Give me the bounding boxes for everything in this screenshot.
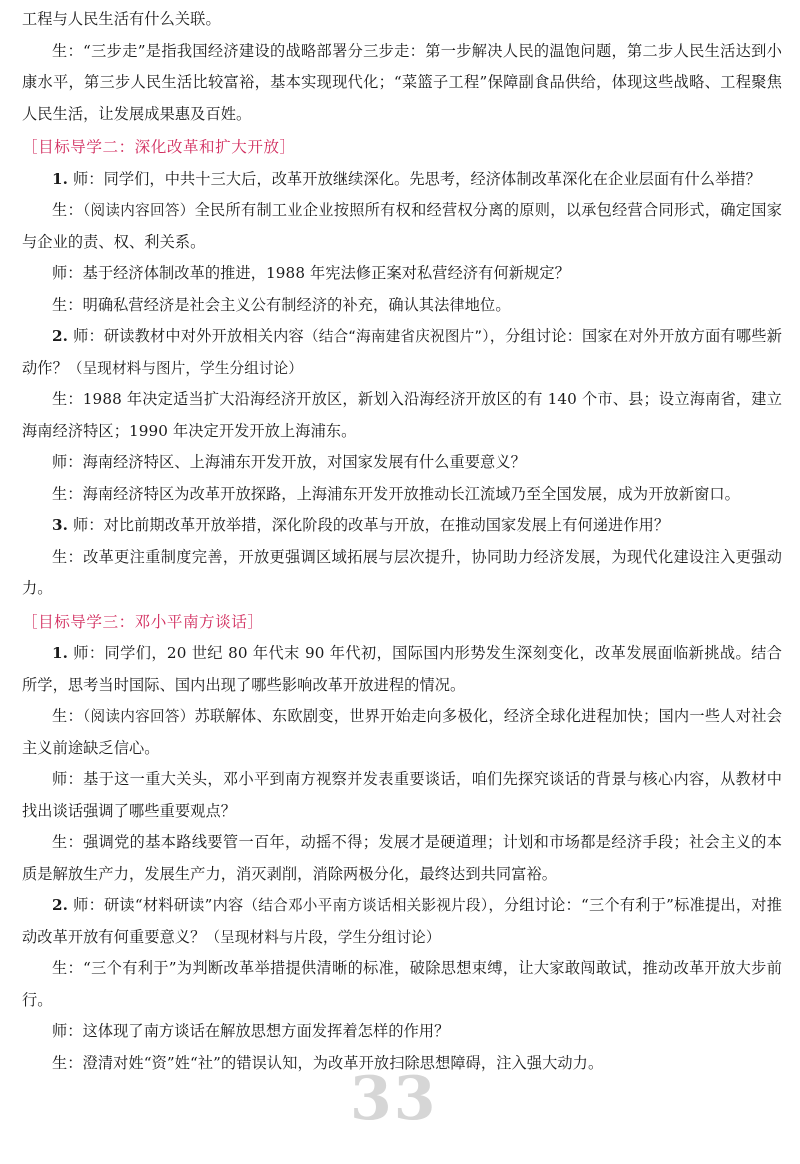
paragraph xyxy=(22,447,782,479)
text-run: 生：“三步走”是指我国经济建设的战略部署分三步走：第一步解决人民的温饱问题，第二步人民生活达到小康水平，第三步人民生活比较富裕，基本实现现代化；“菜篮子工程”保障副食品供给，体现这些战略、工程聚焦人民生活，让发展成果惠及百姓。 xyxy=(22,41,782,123)
text-run: 师：基于经济体制改革的推进，1988 年宪法修正案对私营经济有何新规定？ xyxy=(52,264,570,282)
paragraph xyxy=(22,953,782,1016)
paragraph xyxy=(22,290,782,322)
annotation-text: （结合邓小平南方谈话相关影视片段） xyxy=(243,897,489,914)
paragraph xyxy=(22,384,782,447)
text-run: 师：同学们，中共十三大后，改革开放继续深化。先思考，经济体制改革深化在企业层面有什么举措？ xyxy=(68,169,761,188)
annotation-text: （呈现材料与片段，学生分组讨论） xyxy=(205,928,441,946)
item-number: 2. xyxy=(52,896,69,914)
paragraph xyxy=(22,890,782,953)
item-number: 1. xyxy=(52,644,69,662)
text-run: 生：1988 年决定适当扩大沿海经济开放区，新划入沿海经济开放区的有 140 个市、县；设立海南省，建立海南经济特区；1990 年决定开发开放上海浦东。 xyxy=(22,390,782,440)
text-run: 师：同学们，20 世纪 80 年代末 90 年代初，国际国内形势发生深刻变化，改革发展面临新挑战。结合所学，思考当时国际、国内出现了哪些影响改革开放进程的情况。 xyxy=(22,644,782,694)
paragraph xyxy=(22,510,782,542)
annotation-text: （呈现材料与图片，学生分组讨论） xyxy=(67,359,303,377)
paragraph xyxy=(22,258,782,290)
paragraph xyxy=(22,827,782,890)
text-run: 工程与人民生活有什么关联。 xyxy=(22,10,221,28)
section-heading: ［目标导学三：邓小平南方谈话］ xyxy=(22,612,264,631)
paragraph xyxy=(22,701,782,764)
section-heading: ［目标导学二：深化改革和扩大开放］ xyxy=(22,138,296,156)
page-number: 33 xyxy=(350,1064,438,1134)
annotation-text: （结合“海南建省庆祝图片”） xyxy=(303,328,490,345)
text-run: 生：海南经济特区为改革开放探路，上海浦东开发开放推动长江流域乃至全国发展，成为开放新窗口。 xyxy=(52,484,740,503)
text-run: 师：研读教材中对外开放相关内容 xyxy=(68,327,304,345)
text-run: 苏联解体、东欧剧变，世界开始走向多极化，经济全球化进程加快；国内一些人对社会主义前途缺乏信心。 xyxy=(22,707,782,757)
paragraph xyxy=(22,638,782,701)
paragraph xyxy=(22,164,782,196)
text-run: 师：海南经济特区、上海浦东开发开放，对国家发展有什么重要意义？ xyxy=(52,453,526,471)
paragraph xyxy=(22,764,782,827)
item-number: 2. xyxy=(52,327,69,345)
annotation-text: （阅读内容回答） xyxy=(82,708,195,725)
paragraph xyxy=(22,1016,782,1048)
text-run: 生：“三个有利于”为判断改革举措提供清晰的标准，破除思想束缚，让大家敢闯敢试，推动改革开放大步前行。 xyxy=(22,959,782,1009)
text-run: 师：基于这一重大关头，邓小平到南方视察并发表重要谈话，咱们先探究谈话的背景与核心内容，从教材中找出谈话强调了哪些重要观点？ xyxy=(22,770,782,820)
text-run: 全民所有制工业企业按照所有权和经营权分离的原则，以承包经营合同形式，确定国家与企业的责、权、利关系。 xyxy=(22,201,782,251)
text-run: 生： xyxy=(52,201,83,219)
paragraph xyxy=(22,1048,782,1080)
text-run: 生：强调党的基本路线要管一百年，动摇不得；发展才是硬道理；计划和市场都是经济手段；社会主义的本质是解放生产力，发展生产力，消灭剥削，消除两极分化，最终达到共同富裕。 xyxy=(22,833,782,883)
paragraph xyxy=(22,321,782,384)
paragraph xyxy=(22,36,782,131)
text-run: 师：这体现了南方谈话在解放思想方面发挥着怎样的作用？ xyxy=(52,1022,450,1040)
annotation-text: （阅读内容回答） xyxy=(82,202,195,219)
text-run: ，分组讨论：国家在对外开放方面有哪些新动作？ xyxy=(22,327,782,377)
paragraph xyxy=(22,542,782,605)
text-run: 生：明确私营经济是社会主义公有制经济的补充，确认其法律地位。 xyxy=(52,295,511,314)
text-run: 生： xyxy=(52,707,83,725)
text-run: 生：改革更注重制度完善，开放更强调区域拓展与层次提升，协同助力经济发展，为现代化建设注入更强动力。 xyxy=(22,547,782,597)
paragraph xyxy=(22,195,782,258)
paragraph xyxy=(22,479,782,511)
text-run: 师：研读“材料研读”内容 xyxy=(68,896,244,914)
text-run: 生：澄清对姓“资”姓“社”的错误认知，为改革开放扫除思想障碍，注入强大动力。 xyxy=(52,1053,604,1072)
item-number: 1. xyxy=(52,169,69,188)
paragraph xyxy=(22,4,782,36)
item-number: 3. xyxy=(52,516,69,534)
page-content xyxy=(22,4,782,1079)
text-run: ，分组讨论：“三个有利于”标准提出，对推动改革开放有何重要意义？ xyxy=(22,896,783,946)
text-run: 师：对比前期改革开放举措，深化阶段的改革与开放，在推动国家发展上有何递进作用？ xyxy=(68,516,670,534)
